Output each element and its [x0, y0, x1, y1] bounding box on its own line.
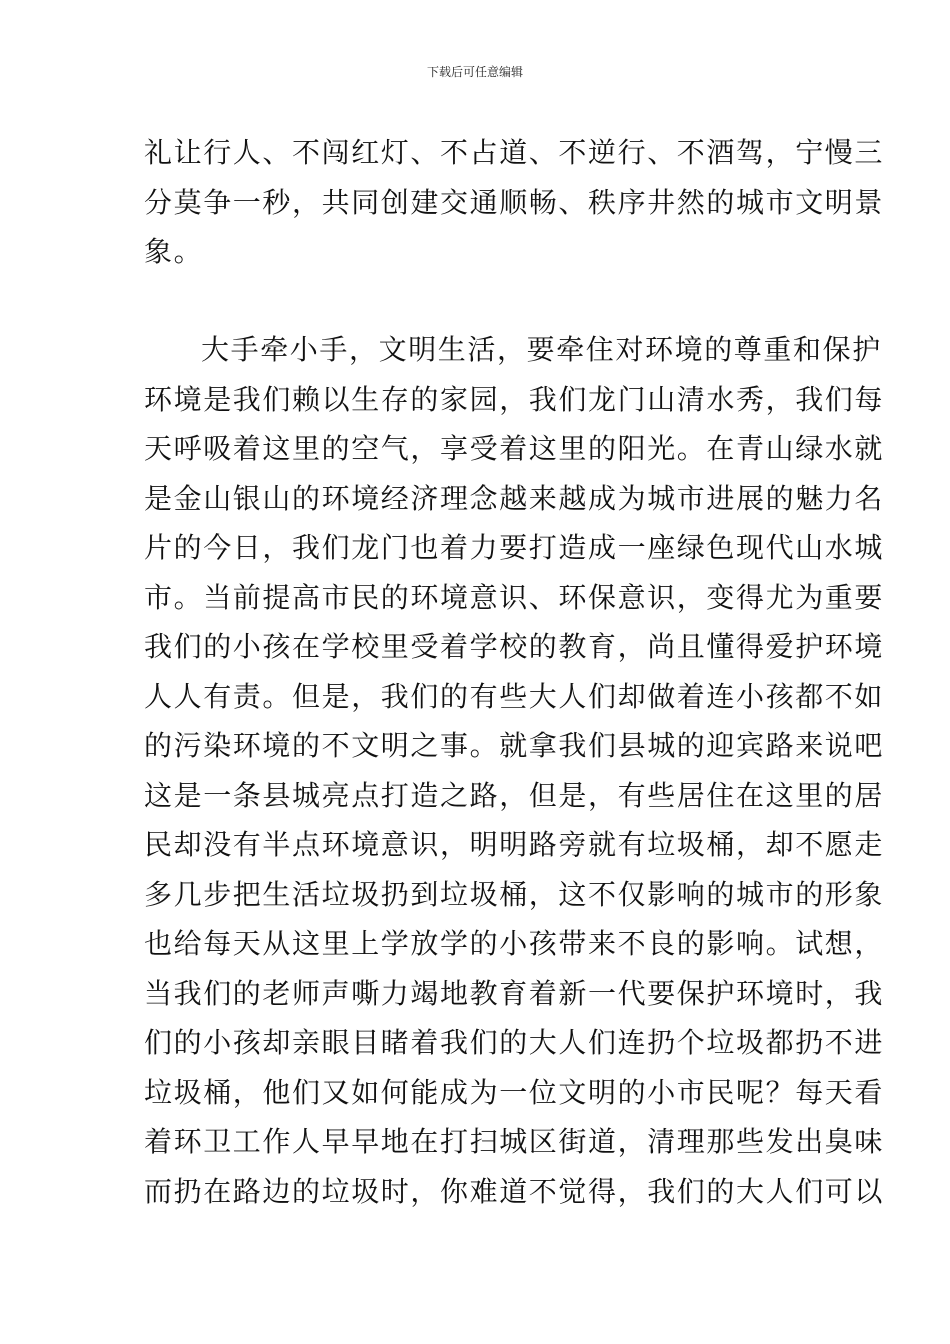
paragraph-line: 市。当前提高市民的环境意识、环保意识，变得尤为重要: [144, 580, 885, 614]
paragraph-line: 天呼吸着这里的空气，享受着这里的阳光。在青山绿水就: [144, 432, 885, 465]
paragraph-line: 人人有责。但是，我们的有些大人们却做着连小孩都不如: [144, 679, 885, 713]
paragraph-line: 的污染环境的不文明之事。就拿我们县城的迎宾路来说吧: [144, 729, 885, 762]
paragraph-line: 这是一条县城亮点打造之路，但是，有些居住在这里的居: [144, 778, 885, 812]
paragraph-line: 民却没有半点环境意识，明明路旁就有垃圾桶，却不愿走: [144, 828, 885, 861]
paragraph-2: [144, 325, 885, 1216]
paragraph-line: 也给每天从这里上学放学的小孩带来不良的影响。试想，: [144, 927, 885, 960]
header-note: 下载后可任意编辑: [426, 65, 523, 79]
paragraph-1: [144, 128, 885, 277]
paragraph-line: 们的小孩却亲眼目睹着我们的大人们连扔个垃圾都扔不进: [144, 1026, 885, 1059]
paragraph-line: 而扔在路边的垃圾时，你难道不觉得，我们的大人们可以: [144, 1174, 885, 1208]
paragraph-line: 片的今日，我们龙门也着力要打造成一座绿色现代山水城: [144, 531, 885, 564]
paragraph-line: 是金山银山的环境经济理念越来越成为城市进展的魅力名: [144, 481, 885, 515]
paragraph-line: 礼让行人、不闯红灯、不占道、不逆行、不酒驾，宁慢三: [144, 136, 885, 169]
paragraph-line: 分莫争一秒，共同创建交通顺畅、秩序井然的城市文明景: [144, 185, 885, 219]
paragraph-line: 环境是我们赖以生存的家园，我们龙门山清水秀，我们每: [144, 382, 885, 416]
paragraph-line: 多几步把生活垃圾扔到垃圾桶，这不仅影响的城市的形象: [144, 877, 885, 911]
paragraph-line: 大手牵小手，文明生活，要牵住对环境的尊重和保护: [201, 333, 882, 366]
paragraph-line: 当我们的老师声嘶力竭地教育着新一代要保护环境时，我: [144, 976, 885, 1010]
paragraph-line: 垃圾桶，他们又如何能成为一位文明的小市民呢？每天看: [144, 1075, 885, 1109]
paragraph-line: 着环卫工作人早早地在打扫城区街道，清理那些发出臭味: [144, 1125, 885, 1158]
paragraph-line: 我们的小孩在学校里受着学校的教育，尚且懂得爱护环境: [144, 630, 885, 663]
paragraph-line: 象。: [144, 235, 204, 268]
